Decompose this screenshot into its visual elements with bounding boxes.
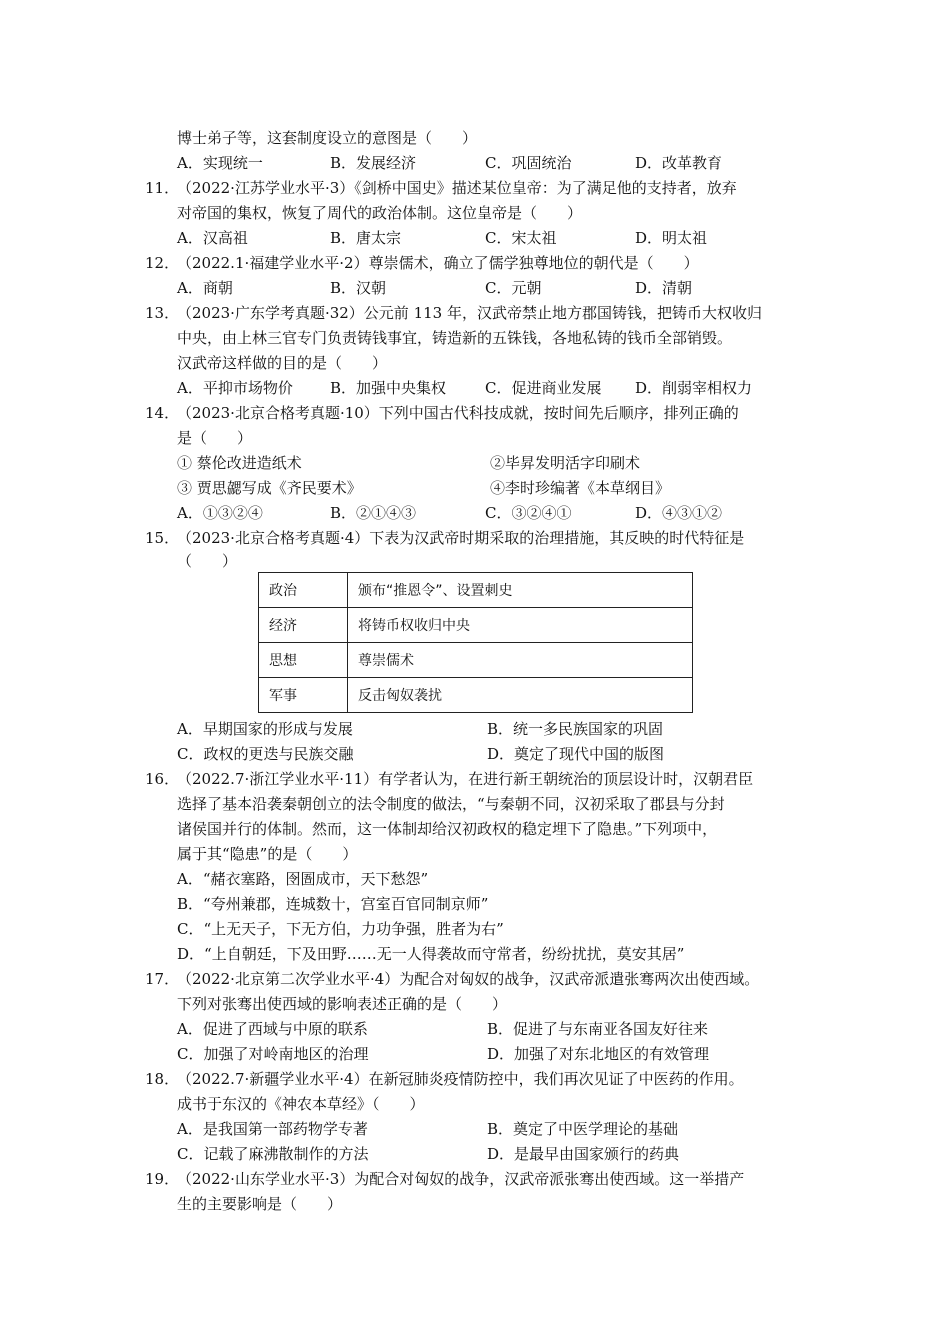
q15-measures-table bbox=[258, 572, 693, 713]
table-row bbox=[259, 643, 693, 678]
q11-option-c: C．宋太祖 bbox=[485, 229, 557, 247]
q14-option-c: C．③②④① bbox=[485, 504, 572, 522]
q19-stem-line: 生的主要影响是（ ） bbox=[177, 1195, 343, 1213]
q17-option-d: D．加强了对东北地区的有效管理 bbox=[487, 1045, 710, 1063]
q16-option-c: C．“上无天子，下无方伯，力功争强，胜者为右” bbox=[177, 920, 504, 938]
q19-stem-line: （2022·山东学业水平·3）为配合对匈奴的战争，汉武帝派张骞出使西域。这一举措产 bbox=[177, 1170, 745, 1188]
q15-option-a: A．早期国家的形成与发展 bbox=[177, 720, 353, 738]
q14-option-b: B．②①④③ bbox=[330, 504, 417, 522]
table-cell-category: 思想 bbox=[259, 643, 348, 678]
q12-option-d: D．清朝 bbox=[635, 279, 693, 297]
q18-stem-line: 成书于东汉的《神农本草经》（ ） bbox=[177, 1095, 425, 1113]
q18-option-c: C．记载了麻沸散制作的方法 bbox=[177, 1145, 369, 1163]
q17-option-a: A．促进了西域与中原的联系 bbox=[177, 1020, 368, 1038]
q10-option-c: C．巩固统治 bbox=[485, 154, 572, 172]
q15-number: 15． bbox=[145, 529, 180, 547]
q16-stem-line: 选择了基本沿袭秦朝创立的法令制度的做法，“与秦朝不同，汉初采取了郡县与分封 bbox=[177, 795, 725, 813]
q17-stem-line: （2022·北京第二次学业水平·4）为配合对匈奴的战争，汉武帝派遣张骞两次出使西域。 bbox=[177, 970, 760, 988]
q10-option-b: B．发展经济 bbox=[330, 154, 417, 172]
q13-option-d: D．削弱宰相权力 bbox=[635, 379, 753, 397]
table-row bbox=[259, 608, 693, 643]
q16-option-a: A．“赭衣塞路，囹圄成市，天下愁怨” bbox=[177, 870, 429, 888]
q14-item-3: ③ 贾思勰写成《齐民要术》 bbox=[177, 479, 362, 497]
q15-stem-line: （2023·北京合格考真题·4）下表为汉武帝时期采取的治理措施，其反映的时代特征是 bbox=[177, 529, 745, 547]
q13-stem-line: （2023·广东学考真题·32）公元前 113 年，汉武帝禁止地方郡国铸钱，把铸币大权收归 bbox=[177, 304, 762, 322]
q16-option-d: D．“上自朝廷，下及田野……无一人得袭故而守常者，纷纷扰扰，莫安其居” bbox=[177, 945, 685, 963]
q16-stem-line: （2022.7·浙江学业水平·11）有学者认为，在进行新王朝统治的顶层设计时，汉朝君臣 bbox=[177, 770, 754, 788]
q19-number: 19． bbox=[145, 1170, 180, 1188]
q18-stem-line: （2022.7·新疆学业水平·4）在新冠肺炎疫情防控中，我们再次见证了中医药的作用。 bbox=[177, 1070, 744, 1088]
q15-option-c: C．政权的更迭与民族交融 bbox=[177, 745, 354, 763]
q14-number: 14． bbox=[145, 404, 180, 422]
table-cell-measure: 将铸币权收归中央 bbox=[348, 608, 693, 643]
q15-stem-line: （ ） bbox=[177, 552, 238, 570]
q14-option-d: D．④③①② bbox=[635, 504, 723, 522]
q16-stem-line: 属于其“隐患”的是（ ） bbox=[177, 845, 358, 863]
q18-option-b: B．奠定了中医学理论的基础 bbox=[487, 1120, 679, 1138]
table-cell-category: 政治 bbox=[259, 573, 348, 608]
q14-item-4: ④李时珍编著《本草纲目》 bbox=[490, 479, 671, 497]
table-row bbox=[259, 573, 693, 608]
q14-item-1: ① 蔡伦改进造纸术 bbox=[177, 454, 302, 472]
q13-stem-line: 中央，由上林三官专门负责铸钱事宜，铸造新的五铢钱，各地私铸的钱币全部销毁。 bbox=[177, 329, 733, 347]
q16-option-b: B．“夸州兼郡，连城数十，宫室百官同制京师” bbox=[177, 895, 489, 913]
q14-option-a: A．①③②④ bbox=[177, 504, 263, 522]
table-cell-category: 经济 bbox=[259, 608, 348, 643]
q12-option-a: A．商朝 bbox=[177, 279, 233, 297]
q13-number: 13． bbox=[145, 304, 180, 322]
table-cell-measure: 尊崇儒术 bbox=[348, 643, 693, 678]
q12-number: 12． bbox=[145, 254, 180, 272]
q11-option-a: A．汉高祖 bbox=[177, 229, 248, 247]
q10-option-a: A．实现统一 bbox=[177, 154, 263, 172]
q13-option-b: B．加强中央集权 bbox=[330, 379, 447, 397]
table-cell-measure: 反击匈奴袭扰 bbox=[348, 678, 693, 713]
q18-option-d: D．是最早由国家颁行的药典 bbox=[487, 1145, 680, 1163]
q14-stem-line: （2023·北京合格考真题·10）下列中国古代科技成就，按时间先后顺序，排列正确的 bbox=[177, 404, 739, 422]
table-cell-measure: 颁布“推恩令”、设置刺史 bbox=[348, 573, 693, 608]
q16-stem-line: 诸侯国并行的体制。然而，这一体制却给汉初政权的稳定埋下了隐患。”下列项中， bbox=[177, 820, 718, 838]
q14-item-2: ②毕昇发明活字印刷术 bbox=[490, 454, 641, 472]
q12-option-b: B．汉朝 bbox=[330, 279, 387, 297]
q12-option-c: C．元朝 bbox=[485, 279, 542, 297]
q15-option-d: D．奠定了现代中国的版图 bbox=[487, 745, 665, 763]
q10-stem: 博士弟子等，这套制度设立的意图是（ ） bbox=[177, 129, 478, 147]
q13-option-a: A．平抑市场物价 bbox=[177, 379, 293, 397]
q15-option-b: B．统一多民族国家的巩固 bbox=[487, 720, 664, 738]
q11-option-d: D．明太祖 bbox=[635, 229, 708, 247]
q13-option-c: C．促进商业发展 bbox=[485, 379, 602, 397]
q16-number: 16． bbox=[145, 770, 180, 788]
q18-number: 18． bbox=[145, 1070, 180, 1088]
q13-stem-line: 汉武帝这样做的目的是（ ） bbox=[177, 354, 388, 372]
q11-number: 11． bbox=[145, 179, 180, 197]
q18-option-a: A．是我国第一部药物学专著 bbox=[177, 1120, 368, 1138]
q14-stem-line: 是（ ） bbox=[177, 429, 253, 447]
q17-option-b: B．促进了与东南亚各国友好往来 bbox=[487, 1020, 709, 1038]
q12-stem-line: （2022.1·福建学业水平·2）尊崇儒术，确立了儒学独尊地位的朝代是（ ） bbox=[177, 254, 699, 272]
q11-stem-line: （2022·江苏学业水平·3）《剑桥中国史》描述某位皇帝：为了满足他的支持者，放弃 bbox=[177, 179, 737, 197]
q11-stem-line: 对帝国的集权，恢复了周代的政治体制。这位皇帝是（ ） bbox=[177, 204, 583, 222]
table-cell-category: 军事 bbox=[259, 678, 348, 713]
q17-number: 17． bbox=[145, 970, 180, 988]
q17-option-c: C．加强了对岭南地区的治理 bbox=[177, 1045, 369, 1063]
q11-option-b: B．唐太宗 bbox=[330, 229, 402, 247]
q10-option-d: D．改革教育 bbox=[635, 154, 723, 172]
table-row bbox=[259, 678, 693, 713]
q17-stem-line: 下列对张骞出使西域的影响表述正确的是（ ） bbox=[177, 995, 508, 1013]
